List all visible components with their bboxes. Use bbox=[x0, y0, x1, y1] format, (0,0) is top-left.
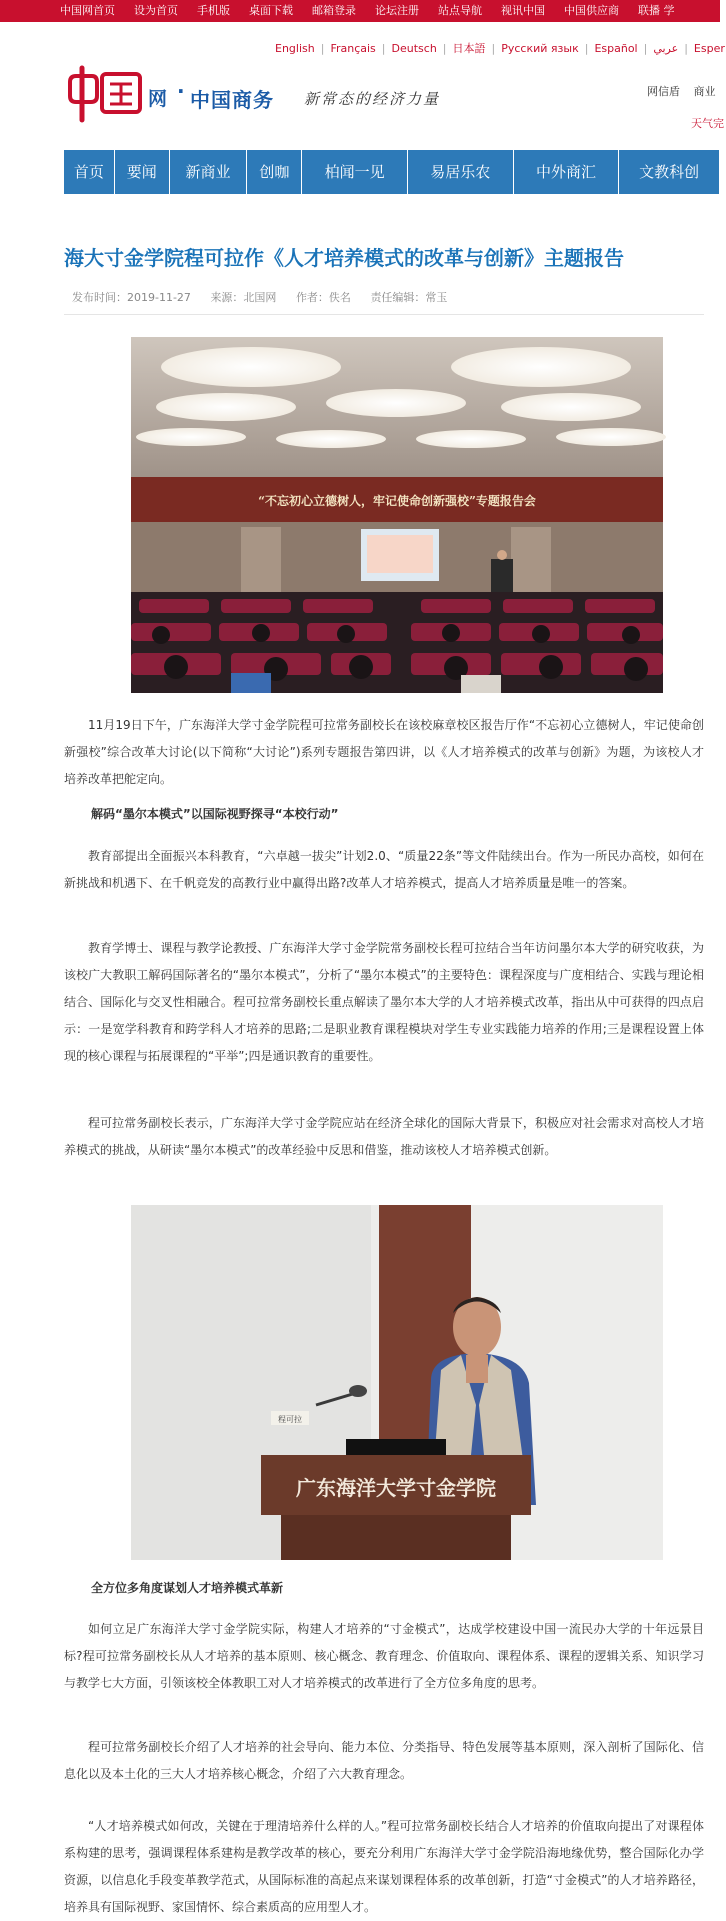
lang-french[interactable]: Français bbox=[330, 42, 376, 55]
header-link-wangxindun[interactable]: 网信盾 bbox=[647, 85, 680, 98]
paragraph-4: 程可拉常务副校长表示，广东海洋大学寸金学院应站在经济全球化的国际大背景下，积极应对社会需求对高校人才培养模式的挑战，从研读“墨尔本模式”的改革经验中反思和借鉴，推动该校人才培养模式创新。 bbox=[64, 1116, 704, 1157]
paragraph-3: 教育学博士、课程与教学论教授、广东海洋大学寸金学院常务副校长程可拉结合当年访问墨尔本大学的研究收获，为该校广大教职工解码国际著名的“墨尔本模式”，分析了“墨尔本模式”的主要特色：课程深度与广度相结合、实践与理论相结合、国际化与交叉性相融合。程可拉常务副校长重点解读了墨尔本大学的人才培养模式改革，指出从中可获得的四点启示：一是宽学科教育和跨学科人才培养的思路;二是职业教育课程模块对学生专业实践能力培养的作用;三是课程设置上体现的核心课程与拓展课程的“平举”;四是通识教育的重要性。 bbox=[64, 941, 704, 1063]
meta-author: 作者：佚名 bbox=[295, 291, 351, 304]
logo-slogan: 新常态的经济力量 bbox=[304, 90, 441, 108]
lang-arabic[interactable]: عربي bbox=[653, 42, 679, 55]
lang-separator: | bbox=[320, 42, 325, 55]
lang-german[interactable]: Deutsch bbox=[391, 42, 437, 55]
speaker-photo bbox=[131, 1205, 663, 1560]
lang-separator: | bbox=[442, 42, 447, 55]
lang-separator: | bbox=[684, 42, 688, 55]
top-link-mail-login[interactable]: 邮箱登录 bbox=[312, 4, 356, 17]
lang-separator: | bbox=[584, 42, 589, 55]
nav-item-new-business[interactable]: 新商业 bbox=[170, 150, 247, 194]
lecture-banner-text: “不忘初心立德树人，牢记使命创新强校”专题报告会 bbox=[258, 494, 536, 508]
site-logo[interactable] bbox=[64, 62, 464, 126]
paragraph-5: 如何立足广东海洋大学寸金学院实际，构建人才培养的“寸金模式”，达成学校建设中国一流民办大学的十年远景目标?程可拉常务副校长从人才培养的基本原则、核心概念、教育理念、价值取向、课程体系、课程的逻辑关系、知识学习与教学七大方面，引领该校全体教职工对人才培养模式的改革进行了全方位多角度的思考。 bbox=[64, 1622, 704, 1690]
top-bar bbox=[0, 0, 720, 22]
top-link-forum-register[interactable]: 论坛注册 bbox=[375, 4, 419, 17]
logo-mark-text: 中国 bbox=[107, 122, 109, 123]
lang-separator: | bbox=[491, 42, 496, 55]
lecture-hall-photo-drawing bbox=[131, 337, 663, 693]
lang-english[interactable]: English bbox=[275, 42, 315, 55]
main-nav bbox=[64, 150, 720, 194]
speaker-nameplate: 程可拉 bbox=[278, 1415, 302, 1424]
lecture-hall-photo bbox=[131, 337, 663, 693]
subhead-1: 解码“墨尔本模式”以国际视野探寻“本校行动” bbox=[91, 807, 339, 821]
nav-item-yiju[interactable]: 易居乐农 bbox=[408, 150, 513, 194]
top-link-china-supplier[interactable]: 中国供应商 bbox=[564, 4, 619, 17]
podium-text: 广东海洋大学寸金学院 bbox=[296, 1476, 496, 1500]
nav-item-wenjiao[interactable]: 文教科创 bbox=[619, 150, 719, 194]
lang-esperanto[interactable]: Esper bbox=[693, 42, 725, 55]
logo-title: 中国商务 bbox=[190, 88, 274, 112]
weather-link[interactable]: 天气完 bbox=[691, 117, 724, 130]
top-link-broadcast[interactable]: 联播 学 bbox=[638, 4, 675, 17]
top-link-site-nav[interactable]: 站点导航 bbox=[438, 4, 482, 17]
article-meta bbox=[72, 289, 463, 305]
nav-item-zhongwai[interactable]: 中外商汇 bbox=[514, 150, 619, 194]
logo-dot: · bbox=[177, 79, 185, 103]
nav-item-baiwen[interactable]: 柏闻一见 bbox=[302, 150, 407, 194]
nav-item-home[interactable]: 首页 bbox=[64, 150, 114, 194]
speaker-photo-drawing bbox=[131, 1205, 663, 1560]
top-links bbox=[60, 0, 694, 22]
meta-divider bbox=[64, 314, 704, 315]
top-link-desktop-download[interactable]: 桌面下载 bbox=[249, 4, 293, 17]
paragraph-6: 程可拉常务副校长介绍了人才培养的社会导向、能力本位、分类指导、特色发展等基本原则，深入剖析了国际化、信息化以及本土化的三大人才培养核心概念，介绍了六大教育理念。 bbox=[64, 1740, 704, 1781]
lang-separator: | bbox=[381, 42, 386, 55]
top-link-home[interactable]: 中国网首页 bbox=[60, 4, 115, 17]
language-bar bbox=[275, 41, 725, 57]
lang-japanese[interactable]: 日本語 bbox=[452, 42, 486, 55]
china-net-logo-mark bbox=[64, 62, 150, 124]
article-title: 海大寸金学院程可拉作《人才培养模式的改革与创新》主题报告 bbox=[64, 246, 624, 270]
lang-russian[interactable]: Русский язык bbox=[501, 42, 579, 55]
meta-date: 发布时间：2019-11-27 bbox=[72, 291, 191, 304]
header-link-business[interactable]: 商业 bbox=[693, 85, 716, 98]
subhead-2: 全方位多角度谋划人才培养模式革新 bbox=[91, 1581, 284, 1595]
meta-source: 来源：北国网 bbox=[210, 291, 277, 304]
paragraph-1: 11月19日下午，广东海洋大学寸金学院程可拉常务副校长在该校麻章校区报告厅作“不忘初心立德树人，牢记使命创新强校”综合改革大讨论(以下简称“大讨论”)系列专题报告第四讲，以《人才培养模式的改革与创新》为题，为该校人才培养改革把舵定向。 bbox=[64, 718, 704, 786]
nav-item-chuangka[interactable]: 创咖 bbox=[247, 150, 301, 194]
top-link-mobile[interactable]: 手机版 bbox=[197, 4, 230, 17]
lang-separator: | bbox=[643, 42, 648, 55]
nav-item-news[interactable]: 要闻 bbox=[115, 150, 169, 194]
logo-wang: 网 bbox=[148, 88, 168, 110]
paragraph-7: “人才培养模式如何改，关键在于理清培养什么样的人。”程可拉常务副校长结合人才培养的价值取向提出了对课程体系构建的思考，强调课程体系建构是教学改革的核心，要充分利用广东海洋大学寸金学院沿海地缘优势，整合国际化办学资源，以信息化手段变革教学范式，从国际标准的高起点来谋划课程体系的改革创新，打造“寸金模式”的人才培养路径，培养具有国际视野、家国情怀、综合素质高的应用型人才。 bbox=[64, 1819, 704, 1914]
header-right-links bbox=[647, 83, 726, 99]
paragraph-2: 教育部提出全面振兴本科教育，“六卓越一拔尖”计划2.0、“质量22条”等文件陆续出台。作为一所民办高校，如何在新挑战和机遇下、在千帆竞发的高教行业中赢得出路?改革人才培养模式，提高人才培养质量是唯一的答案。 bbox=[64, 849, 704, 890]
top-link-set-home[interactable]: 设为首页 bbox=[134, 4, 178, 17]
lang-spanish[interactable]: Español bbox=[594, 42, 638, 55]
top-link-video-china[interactable]: 视讯中国 bbox=[501, 4, 545, 17]
meta-editor: 责任编辑：常玉 bbox=[370, 291, 448, 304]
